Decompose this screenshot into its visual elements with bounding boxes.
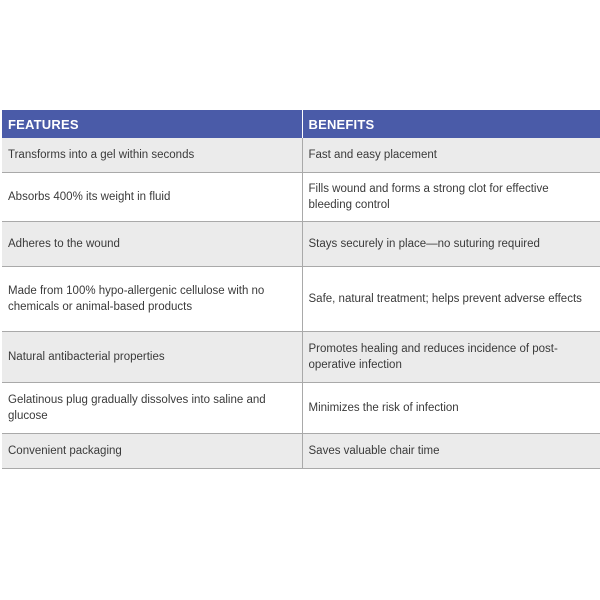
table-row xyxy=(2,267,600,332)
features-benefits-table xyxy=(2,110,600,469)
features-column-header: FEATURES xyxy=(2,110,302,138)
benefit-cell: Promotes healing and reduces incidence of post-operative infection xyxy=(302,332,600,383)
benefit-cell: Safe, natural treatment; helps prevent adverse effects xyxy=(302,267,600,332)
feature-cell: Gelatinous plug gradually dissolves into saline and glucose xyxy=(2,383,302,434)
benefit-cell: Fills wound and forms a strong clot for effective bleeding control xyxy=(302,173,600,222)
features-benefits-table-container xyxy=(2,110,600,469)
feature-cell: Natural antibacterial properties xyxy=(2,332,302,383)
feature-cell: Absorbs 400% its weight in fluid xyxy=(2,173,302,222)
benefit-cell: Fast and easy placement xyxy=(302,138,600,173)
table-row xyxy=(2,434,600,469)
table-row xyxy=(2,383,600,434)
feature-cell: Made from 100% hypo-allergenic cellulose with no chemicals or animal-based products xyxy=(2,267,302,332)
header-row xyxy=(2,110,600,138)
table-header xyxy=(2,110,600,138)
table-body xyxy=(2,138,600,469)
benefits-column-header: BENEFITS xyxy=(302,110,600,138)
benefit-cell: Stays securely in place—no suturing required xyxy=(302,222,600,267)
table-row xyxy=(2,173,600,222)
benefit-cell: Saves valuable chair time xyxy=(302,434,600,469)
feature-cell: Convenient packaging xyxy=(2,434,302,469)
table-row xyxy=(2,138,600,173)
table-row xyxy=(2,222,600,267)
feature-cell: Adheres to the wound xyxy=(2,222,302,267)
table-row xyxy=(2,332,600,383)
feature-cell: Transforms into a gel within seconds xyxy=(2,138,302,173)
benefit-cell: Minimizes the risk of infection xyxy=(302,383,600,434)
